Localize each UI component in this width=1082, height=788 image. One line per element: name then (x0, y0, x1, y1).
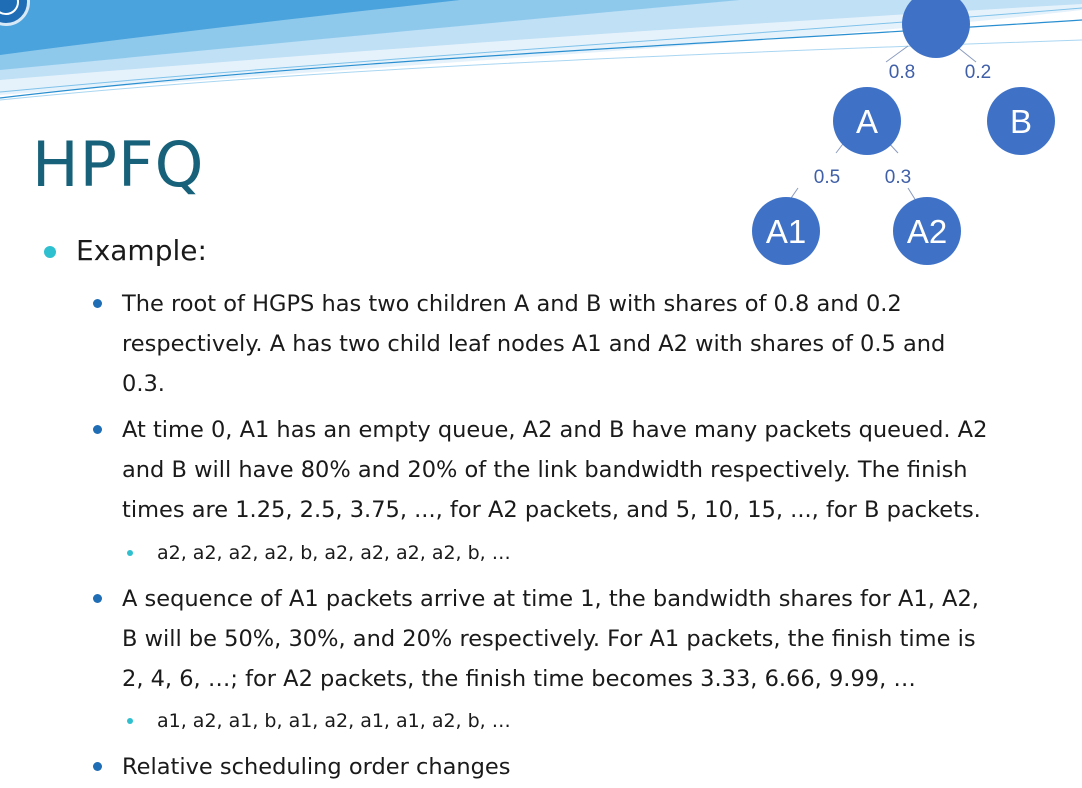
weight-root-a: 0.8 (888, 62, 916, 83)
bullet-item-3 (122, 579, 1062, 699)
bullet-dot-l2 (93, 425, 102, 434)
bullet-dot-l3 (127, 550, 133, 556)
bullet-item-2-line-3: times are 1.25, 2.5, 3.75, ..., for A2 packets, and 5, 10, 15, ..., for B packets. (122, 497, 981, 523)
bullet-item-1-line-2: respectively. A has two child leaf nodes A1 and A2 with shares of 0.5 and (122, 331, 946, 357)
bullet-item-4-line-1: Relative scheduling order changes (122, 754, 511, 780)
node-b-label: B (1009, 103, 1033, 140)
bullet-example-text: Example: (76, 234, 207, 267)
bullet-item-2 (122, 410, 1062, 530)
bullet-dot-l3 (127, 718, 133, 724)
node-a-label: A (855, 103, 879, 140)
bullet-item-2-line-2: and B will have 80% and 20% of the link bandwidth respectively. The finish (122, 457, 968, 483)
bullet-item-3-line-3: 2, 4, 6, …; for A2 packets, the finish time becomes 3.33, 6.66, 9.99, … (122, 666, 916, 692)
bullet-example (76, 234, 207, 267)
bullet-item-1 (122, 284, 1062, 404)
node-a1-label: A1 (765, 213, 807, 250)
sub-bullet-item-3 (157, 706, 511, 736)
sub-bullet-item-2 (157, 538, 511, 568)
bullet-item-3-line-1: A sequence of A1 packets arrive at time 1, the bandwidth shares for A1, A2, (122, 586, 979, 612)
bullet-dot-l2 (93, 762, 102, 771)
slide-title: HPFQ (32, 128, 205, 201)
bullet-item-4 (122, 747, 1062, 787)
bullet-item-1-line-3: 0.3. (122, 371, 165, 397)
bullet-item-3-line-2: B will be 50%, 30%, and 20% respectively. For A1 packets, the finish time is (122, 626, 976, 652)
sub-bullet-item-2-text: a2, a2, a2, a2, b, a2, a2, a2, a2, b, … (157, 542, 511, 564)
bullet-dot-l2 (93, 299, 102, 308)
bullet-dot-l2 (93, 594, 102, 603)
bullet-item-2-line-1: At time 0, A1 has an empty queue, A2 and B have many packets queued. A2 (122, 417, 988, 443)
bullet-item-1-line-1: The root of HGPS has two children A and B with shares of 0.8 and 0.2 (122, 291, 902, 317)
sub-bullet-item-3-text: a1, a2, a1, b, a1, a2, a1, a1, a2, b, … (157, 710, 511, 732)
node-a2-label: A2 (906, 213, 948, 250)
weight-root-b: 0.2 (964, 62, 992, 83)
bullet-dot-l1 (44, 246, 56, 258)
weight-a-a2: 0.3 (884, 167, 912, 188)
weight-a-a1: 0.5 (813, 167, 841, 188)
